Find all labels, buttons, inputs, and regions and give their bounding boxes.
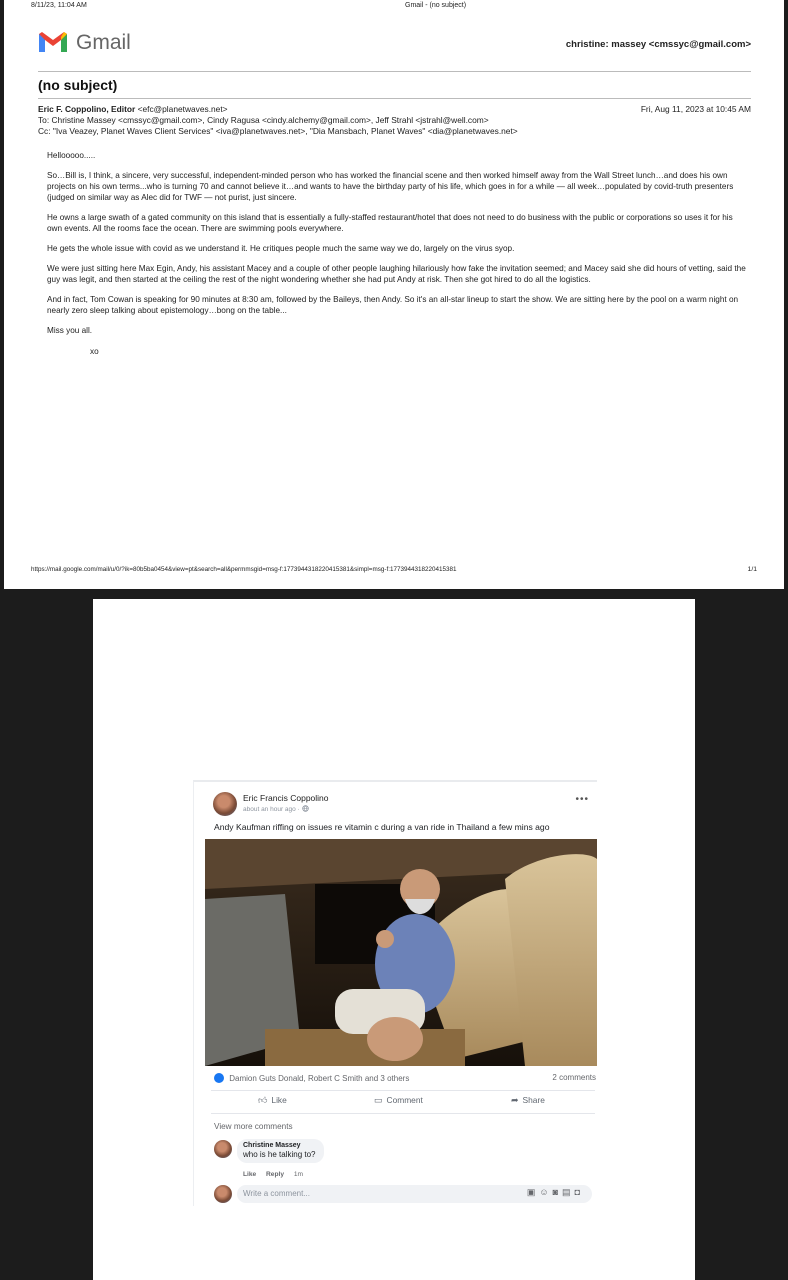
- comment-like-link[interactable]: Like: [243, 1171, 257, 1178]
- comment-count[interactable]: 2 comments: [552, 1073, 596, 1082]
- commenter-name[interactable]: Christine Massey: [243, 1142, 301, 1149]
- share-label: Share: [522, 1095, 545, 1105]
- write-comment-placeholder: Write a comment...: [243, 1189, 310, 1198]
- sender-email: <efc@planetwaves.net>: [137, 104, 228, 114]
- email-to: To: Christine Massey <cmssyc@gmail.com>, Cindy Ragusa <cindy.alchemy@gmail.com>, Jeff Strahl <jstrahl@well.com>: [38, 115, 489, 125]
- current-user-avatar: [214, 1185, 232, 1203]
- body-paragraph: He owns a large swath of a gated community on this island that is essentially a fully-staffed restaurant/hotel that does not need to do business with the public or corporations so uses it for his own events. All the rooms face the ocean. There are swimming pools everywhere.: [47, 213, 733, 233]
- email-subject: (no subject): [38, 77, 118, 93]
- gif-icon[interactable]: ▤: [562, 1187, 575, 1197]
- print-page-number: 1/1: [747, 566, 757, 573]
- email-headers: [38, 104, 613, 137]
- post-video[interactable]: [205, 839, 597, 1066]
- print-datetime: 8/11/23, 11:04 AM: [31, 2, 87, 9]
- camera-icon[interactable]: ◙: [552, 1187, 563, 1197]
- signoff: xo: [90, 347, 99, 356]
- divider: [38, 71, 751, 72]
- email-cc: Cc: "Iva Veazey, Planet Waves Client Services" <iva@planetwaves.net>, "Dia Mansbach, Planet Waves" <dia@planetwaves.net>: [38, 126, 518, 136]
- comment-age: 1m: [293, 1171, 304, 1178]
- video-frame-illustration: [205, 839, 597, 1066]
- email-from: [38, 104, 613, 115]
- post-actions: [211, 1095, 595, 1111]
- comment-bubble: [237, 1139, 324, 1163]
- comment-input-icons: [527, 1187, 584, 1198]
- commenter-avatar[interactable]: [214, 1140, 232, 1158]
- account-label: christine: massey <cmssyc@gmail.com>: [565, 39, 751, 50]
- body-paragraph: Hellooooo.....: [47, 151, 96, 160]
- body-paragraph: He gets the whole issue with covid as we understand it. He critiques people much the same way we do, largely on the virus syop.: [47, 244, 515, 253]
- facebook-screenshot-page: [93, 599, 695, 1280]
- share-icon: ➦: [511, 1095, 519, 1105]
- comment-text: who is he talking to?: [243, 1150, 316, 1159]
- like-label: Like: [271, 1095, 287, 1105]
- post-caption: Andy Kaufman riffing on issues re vitamin c during a van ride in Thailand a few mins ago: [214, 822, 550, 832]
- divider: [211, 1113, 595, 1114]
- sticker-icon[interactable]: ▣: [526, 1187, 540, 1197]
- comment-button[interactable]: [374, 1095, 423, 1106]
- body-paragraph: So…Bill is, I think, a sincere, very successful, independent-minded person who has worked the financial scene and then worked himself away from the Wall Street lunch…and does his own projects on his own terms...who is turning 70 and cannot believe it…and wants to have the birthday party of his life, which goes in for a while — all week…populated by covid-truth presenters (judged on similar way as Alec did for TWF — not purist, just sincere.: [47, 171, 734, 202]
- like-reaction-icon: [214, 1073, 224, 1083]
- body-paragraph: And in fact, Tom Cowan is speaking for 90 minutes at 8:30 am, followed by the Baileys, then Andy. So it's an all-star lineup to start the show. We are sitting here by the pool on a warm night on nearly zero sleep talking about epistemology…bong on the table...: [47, 295, 739, 315]
- reactions-summary[interactable]: Damion Guts Donald, Robert C Smith and 3 others: [229, 1074, 410, 1083]
- share-button[interactable]: [511, 1095, 545, 1106]
- print-footer-url: https://mail.google.com/mail/u/0/?ik=80b5ba0454&view=pt&search=all&permmsgid=msg-f:1773944318220415381&simpl=msg-f:1773944318220415381: [31, 566, 457, 573]
- post-time-text: about an hour ago ·: [243, 806, 300, 813]
- comment-meta: [243, 1171, 311, 1178]
- avatar-sticker-icon[interactable]: ◘: [574, 1187, 584, 1197]
- sender-name: Eric F. Coppolino, Editor: [38, 104, 136, 114]
- email-body: [47, 150, 747, 366]
- comment-icon: ▭: [374, 1095, 383, 1105]
- divider: [38, 98, 751, 99]
- author-avatar[interactable]: [213, 792, 237, 816]
- like-button[interactable]: [258, 1095, 287, 1106]
- post-author[interactable]: Eric Francis Coppolino: [243, 793, 329, 803]
- print-doc-title: Gmail - (no subject): [405, 2, 467, 9]
- gmail-wordmark: Gmail: [76, 31, 131, 54]
- divider: [211, 1090, 595, 1091]
- body-paragraph: Miss you all.: [47, 326, 93, 335]
- thumbs-up-icon: 👍︎: [258, 1095, 268, 1105]
- comment-label: Comment: [386, 1095, 423, 1105]
- emoji-icon[interactable]: ☺: [539, 1187, 553, 1197]
- gmail-logo-icon: [37, 30, 69, 54]
- facebook-post: [193, 780, 597, 1206]
- more-options-icon[interactable]: •••: [575, 794, 589, 805]
- post-timestamp[interactable]: [243, 805, 309, 813]
- email-date: Fri, Aug 11, 2023 at 10:45 AM: [640, 104, 751, 114]
- body-paragraph: We were just sitting here Max Egin, Andy, his assistant Macey and a couple of other people laughing hilariously how fake the invitation seemed; and Macey said she did hours of vetting, said the guy was legit, and then started at the ceiling the rest of the night wondering whether she had put Andy at risk. Then she got hired to do all the logistics.: [47, 264, 746, 284]
- reactions-row: [214, 1073, 596, 1083]
- globe-icon: [302, 805, 309, 812]
- write-comment-input[interactable]: [237, 1185, 592, 1203]
- comment-reply-link[interactable]: Reply: [266, 1171, 285, 1178]
- gmail-print-page: [4, 0, 784, 589]
- view-more-comments-link[interactable]: View more comments: [214, 1122, 293, 1131]
